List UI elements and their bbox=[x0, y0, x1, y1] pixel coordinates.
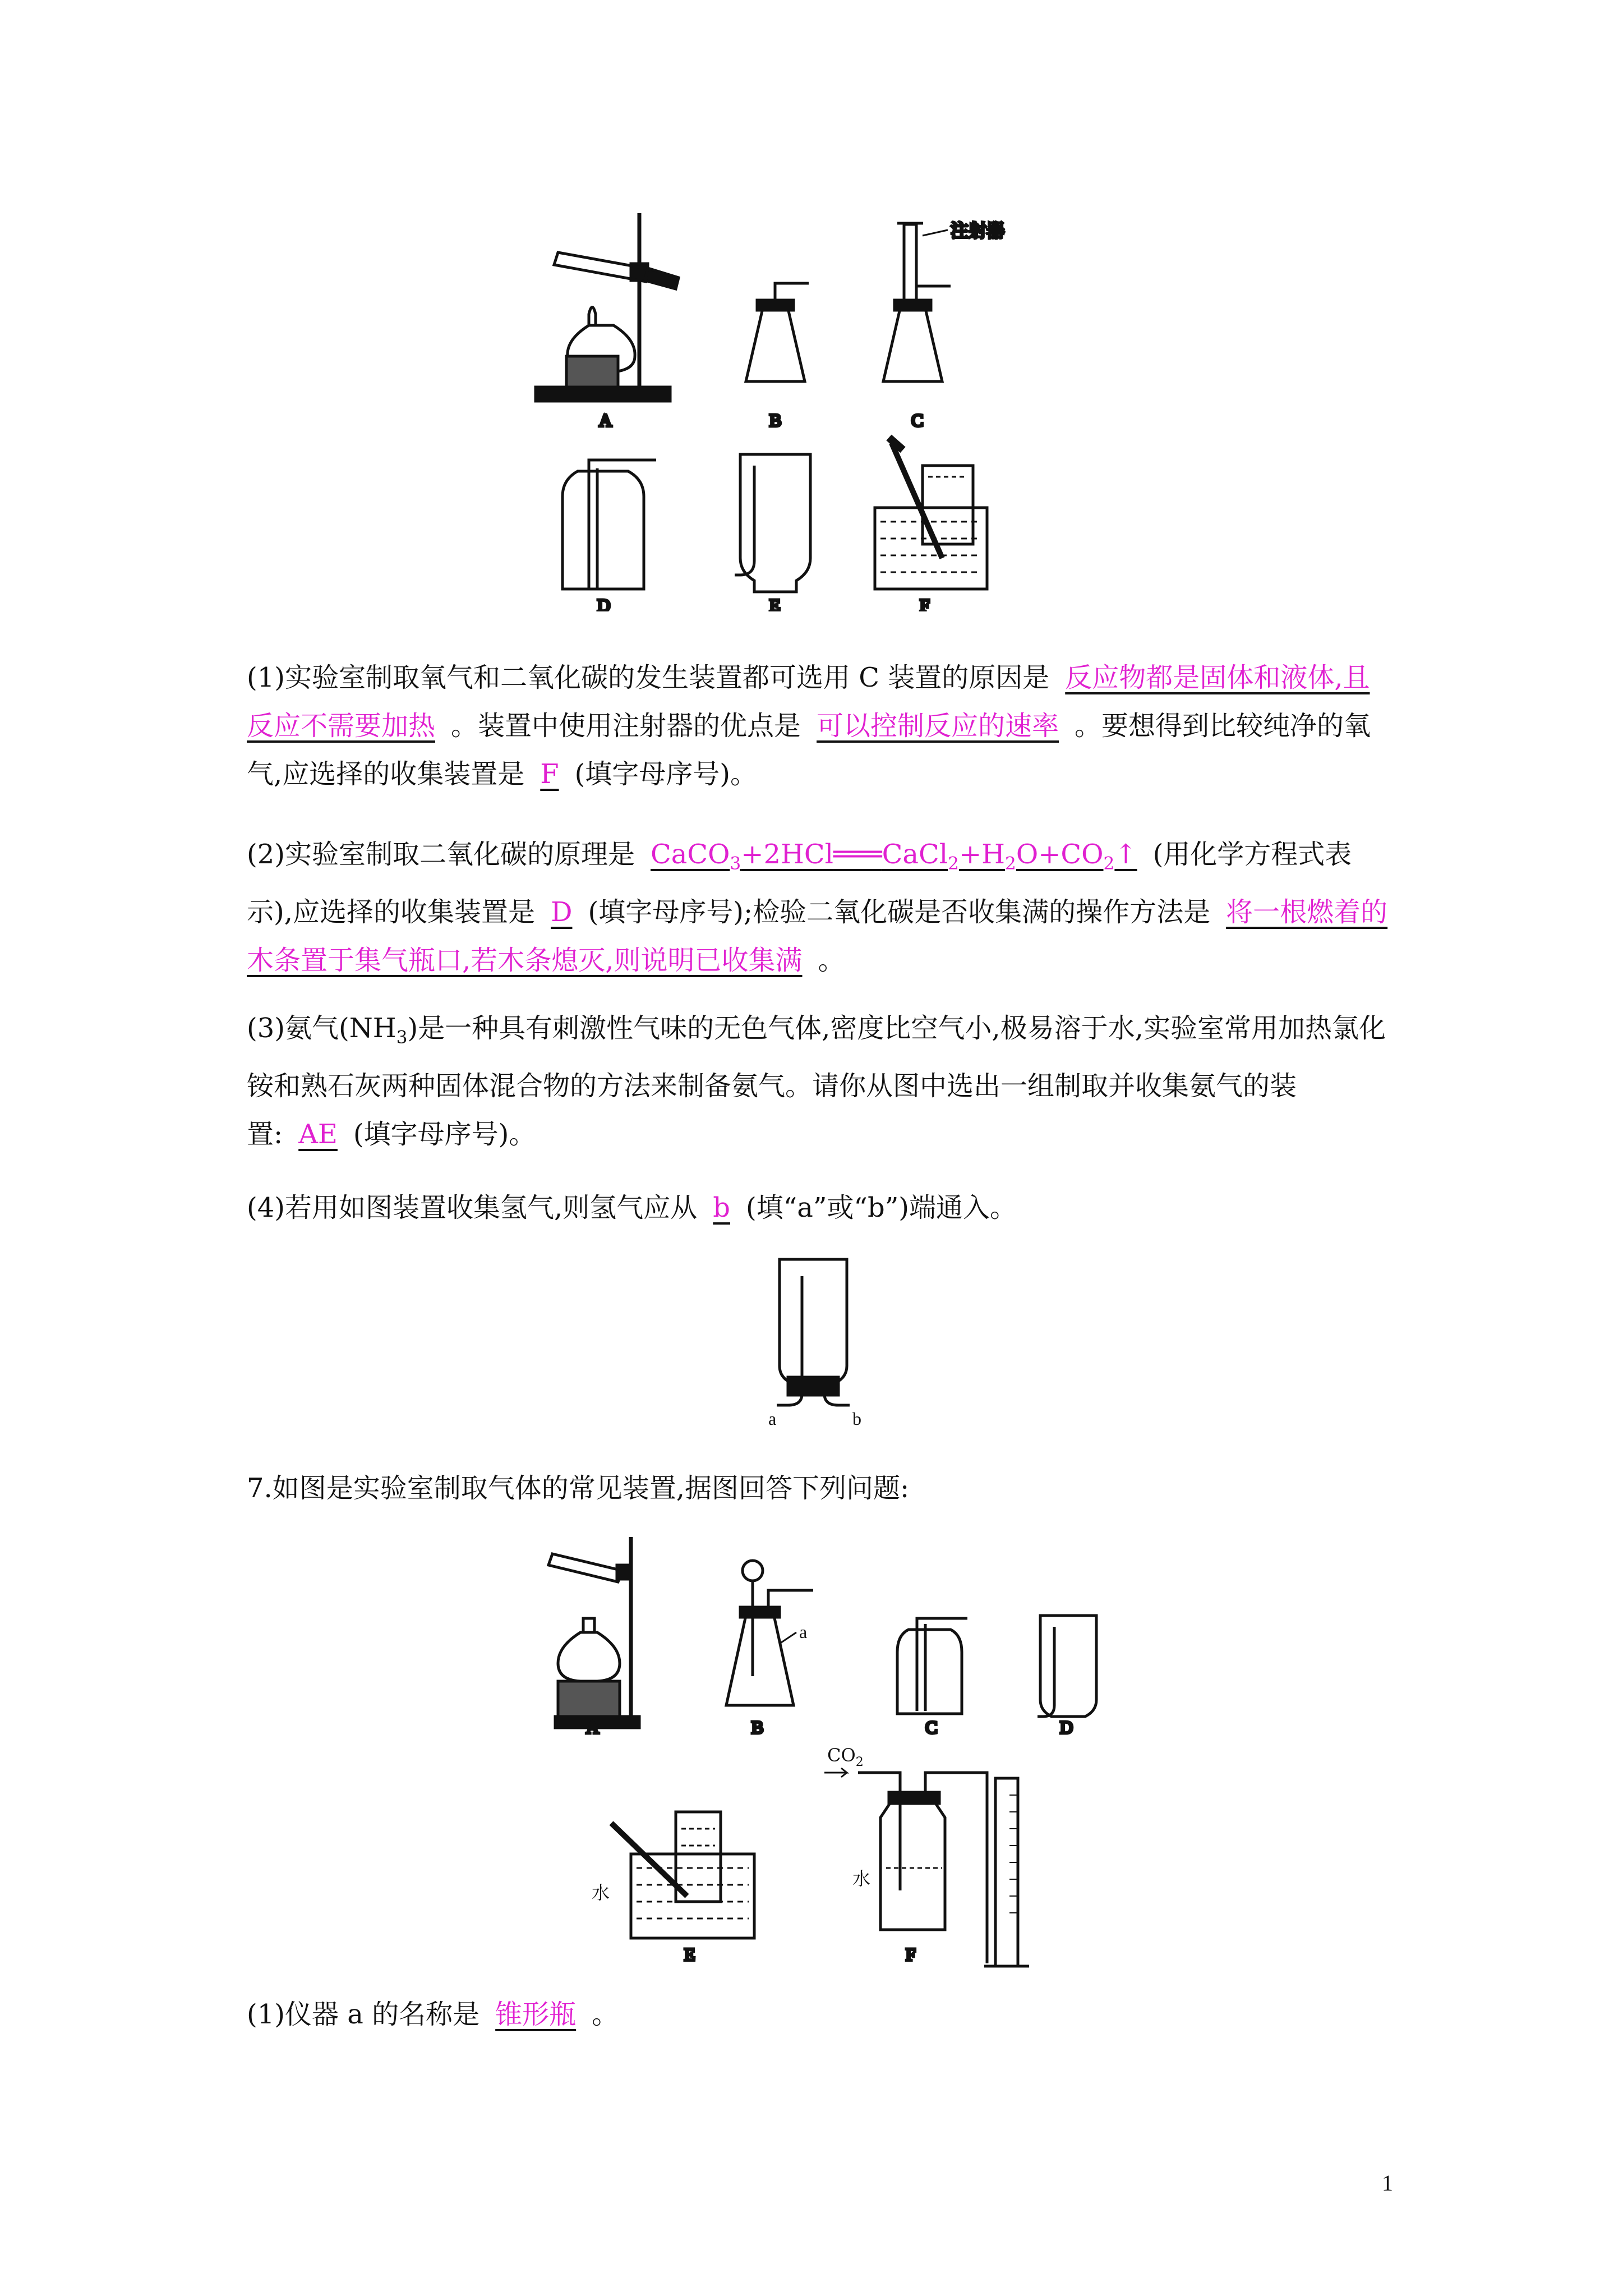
apparatus-c-flask-syringe bbox=[883, 223, 951, 381]
label-co2: $CO_2$ bbox=[827, 1745, 864, 1769]
apparatus-c-bottle bbox=[897, 1618, 967, 1714]
answer-2c: 将一根燃着的木条置于集气瓶口,若木条熄灭,则说明已收集满 bbox=[247, 896, 1388, 976]
label-c: C bbox=[925, 1717, 938, 1737]
apparatus-d-bottle bbox=[562, 460, 656, 589]
answer-1b: 可以控制反应的速率 bbox=[817, 710, 1059, 742]
label-a: A bbox=[586, 1717, 600, 1737]
apparatus-f-water-displacement bbox=[824, 1768, 1029, 1966]
question-3: (3)氨气$(NH_3)$是一种具有刺激性气味的无色气体,密度比空气小,极易溶于水,实验室常用加热氯化铵和熟石灰两种固体混合物的方法来制备氨气。请你从图中选出一组制取并收集氨气的装置: AE (填字母序号)。 bbox=[247, 1013, 1386, 1150]
answer-7-1: 锥形瓶 bbox=[495, 1999, 577, 2030]
label-e: E bbox=[684, 1944, 695, 1964]
question-7: 7.如图是实验室制取气体的常见装置,据图回答下列问题: bbox=[247, 1473, 910, 1504]
apparatus-f-water-trough bbox=[875, 438, 987, 589]
figure-apparatus-set-1 bbox=[505, 208, 1122, 611]
apparatus-d-inverted-bottle bbox=[1038, 1616, 1096, 1717]
answer-1c: F bbox=[540, 758, 559, 790]
answer-3: AE bbox=[298, 1118, 338, 1150]
label-b: b bbox=[852, 1409, 861, 1429]
apparatus-a-heating bbox=[536, 213, 679, 401]
label-a: a bbox=[768, 1409, 777, 1429]
apparatus-e-inverted-bottle bbox=[735, 454, 810, 592]
figure-inverted-collector bbox=[757, 1254, 869, 1433]
label-c: C bbox=[911, 410, 924, 430]
label-d: D bbox=[597, 595, 611, 611]
apparatus-b-flask bbox=[746, 283, 809, 381]
label-d: D bbox=[1060, 1717, 1073, 1737]
label-water-f: 水 bbox=[852, 1868, 871, 1889]
question-4: (4)若用如图装置收集氢气,则氢气应从 b (填“a”或“b”)端通入。 bbox=[247, 1192, 1017, 1223]
figure-apparatus-set-2 bbox=[533, 1531, 1110, 1969]
answer-1a: 反应物都是固体和液体,且反应不需要加热 bbox=[247, 662, 1370, 742]
question-7-1: (1)仪器 a 的名称是 锥形瓶 。 bbox=[247, 1999, 619, 2030]
answer-2a-equation: $CaCO_3+2HCl═══CaCl_2+H_2O+CO_2↑$ bbox=[651, 839, 1137, 874]
label-e: E bbox=[769, 595, 781, 611]
answer-2b: D bbox=[551, 896, 573, 928]
apparatus-a-heating bbox=[548, 1537, 639, 1728]
label-instrument-a: a bbox=[799, 1622, 808, 1642]
answer-4: b bbox=[713, 1192, 730, 1223]
label-water-e: 水 bbox=[592, 1882, 610, 1903]
page-number: 1 bbox=[1382, 2170, 1393, 2196]
label-b: B bbox=[751, 1717, 764, 1737]
label-f: F bbox=[920, 595, 930, 611]
apparatus-e-water-trough bbox=[611, 1812, 754, 1938]
syringe-note: 注射器 bbox=[951, 220, 1005, 241]
label-f: F bbox=[906, 1944, 916, 1964]
label-b: B bbox=[769, 410, 782, 430]
label-a: A bbox=[599, 410, 612, 430]
question-2: (2)实验室制取二氧化碳的原理是 $CaCO_3+2HCl═══CaCl_2+H_2O+CO_2↑$ (用化学方程式表示),应选择的收集装置是 D (填字母序号);检验二氧化碳是否收集满的操作方法是 将一根燃着的木条置于集气瓶口,若木条熄灭,则说明已收集满 。 bbox=[247, 839, 1388, 976]
question-1: (1)实验室制取氧气和二氧化碳的发生装置都可选用 C 装置的原因是 反应物都是固体和液体,且反应不需要加热 。装置中使用注射器的优点是 可以控制反应的速率 。要想得到比较纯净的氧气,应选择的收集装置是 F (填字母序号)。 bbox=[247, 662, 1371, 790]
